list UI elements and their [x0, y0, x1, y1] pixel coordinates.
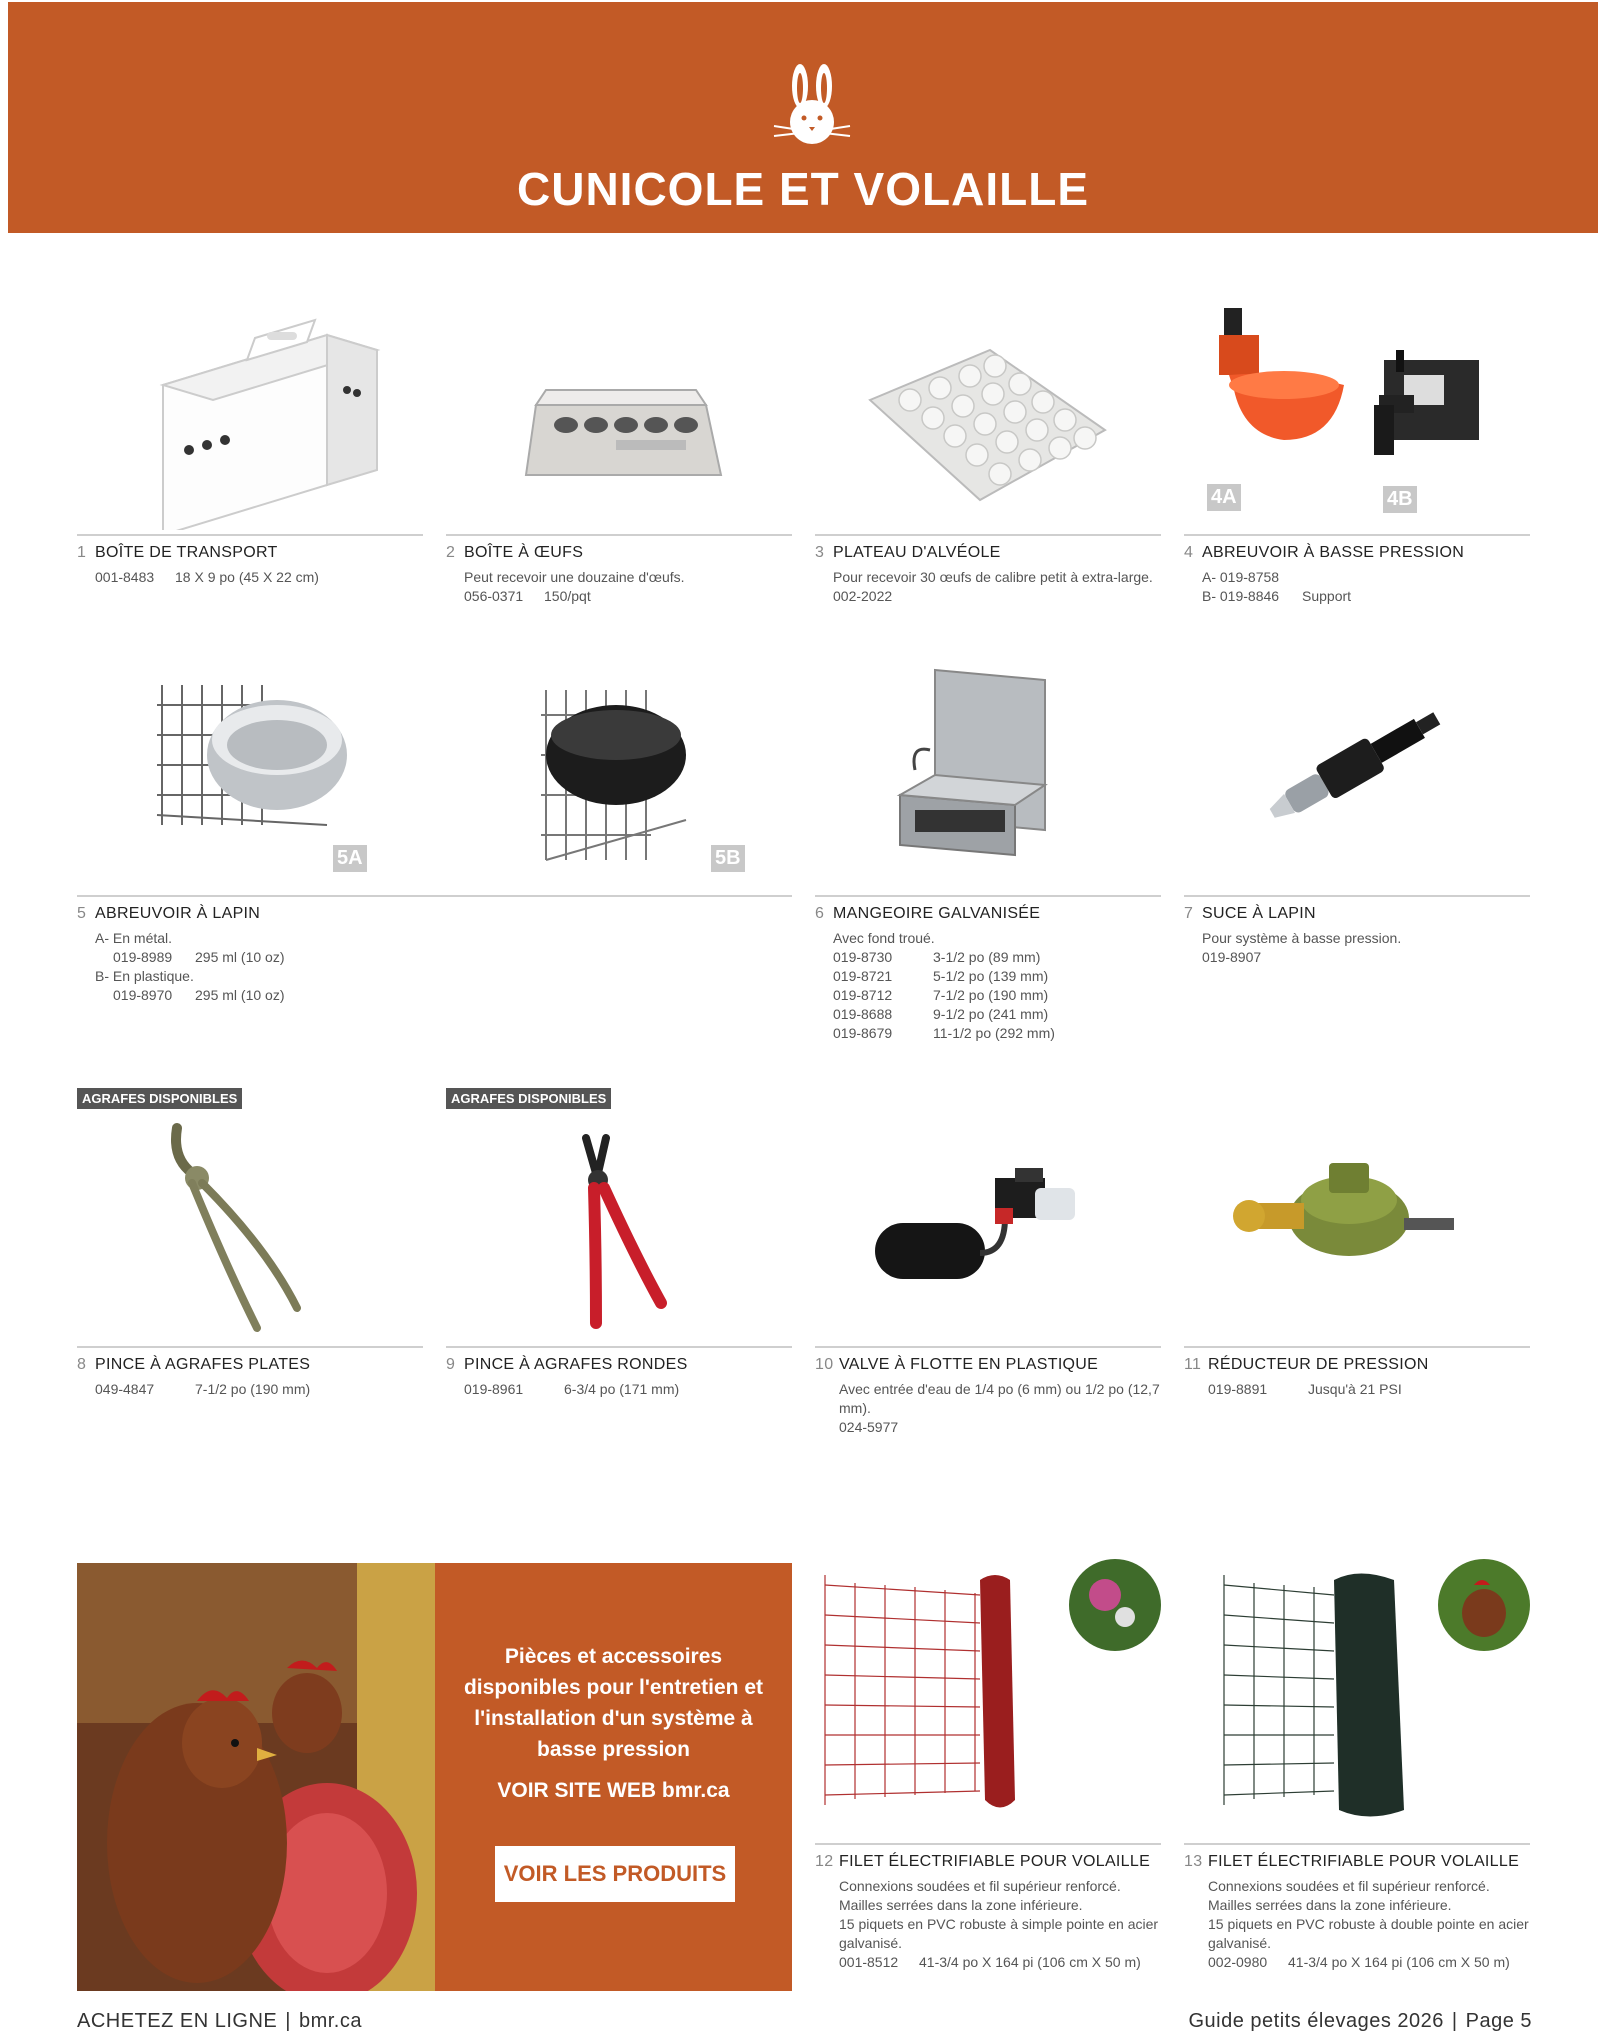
product-poultry-net-red: 12 FILET ÉLECTRIFIABLE POUR VOLAILLE Connexions soudées et fil supérieur renforcé. Mailles serrées dans la zone inférieure. 15 piquets en PVC robuste à simple pointe en acier galvanisé. 001-8512 41-3/4 po X 164 pi (106 cm X 50 m)	[815, 1555, 1161, 1995]
egg-box-image	[446, 290, 792, 530]
badge-5a: 5A	[333, 845, 367, 872]
product-title: PINCE À AGRAFES RONDES	[464, 1356, 688, 1373]
page-number: Page 5	[1465, 2010, 1532, 2032]
page-title: CUNICOLE ET VOLAILLE	[517, 163, 1089, 215]
transport-box-image	[77, 290, 423, 530]
product-title: VALVE À FLOTTE EN PLASTIQUE	[839, 1356, 1099, 1373]
product-low-pressure-drinker: 4A 4B 4 ABREUVOIR À BASSE PRESSION A- 019-8758 B- 019-8846 Support	[1184, 290, 1530, 630]
clips-available-tag: AGRAFES DISPONIBLES	[446, 1088, 611, 1109]
product-title: RÉDUCTEUR DE PRESSION	[1208, 1356, 1429, 1373]
product-title: MANGEOIRE GALVANISÉE	[833, 905, 1041, 922]
promo-banner	[77, 1563, 792, 1991]
website-link[interactable]: bmr.ca	[298, 2010, 362, 2032]
product-title: PINCE À AGRAFES PLATES	[95, 1356, 311, 1373]
flat-clip-pliers-image	[77, 1118, 423, 1338]
product-flat-clip-pliers: AGRAFES DISPONIBLES 8 PINCE À AGRAFES PLATES 049-4847 7-1/2 po (190 mm)	[77, 1088, 423, 1448]
product-transport-box: 1 BOÎTE DE TRANSPORT 001-8483 18 X 9 po (45 X 22 cm)	[77, 290, 423, 630]
promo-message: Pièces et accessoires disponibles pour l'entretien et l'installation d'un système à basse pression	[463, 1645, 764, 1761]
clips-available-tag: AGRAFES DISPONIBLES	[77, 1088, 242, 1109]
footer-right: Guide petits élevages 2026 | Page 5	[1188, 2010, 1532, 2032]
product-pressure-reducer: 11 RÉDUCTEUR DE PRESSION 019-8891 Jusqu'à 21 PSI	[1184, 1088, 1530, 1448]
product-round-clip-pliers: AGRAFES DISPONIBLES 9 PINCE À AGRAFES RONDES 019-8961 6-3/4 po (171 mm)	[446, 1088, 792, 1448]
product-title: ABREUVOIR À BASSE PRESSION	[1202, 544, 1465, 561]
poultry-net-red-image	[815, 1555, 1161, 1835]
rabbit-drinker-metal-image	[77, 655, 423, 875]
rabbit-nipple-image	[1184, 655, 1530, 875]
product-title: BOÎTE DE TRANSPORT	[95, 544, 278, 561]
product-title: SUCE À LAPIN	[1202, 905, 1316, 922]
buy-online-label: ACHETEZ EN LIGNE	[77, 2010, 278, 2032]
product-title: PLATEAU D'ALVÉOLE	[833, 544, 1001, 561]
product-rabbit-drinker: 5A 5B 5 ABREUVOIR À LAPIN A- En métal. 019-8989 295 ml (10 oz) B- En plastique. 019-8970 295 ml (10 oz)	[77, 655, 792, 1055]
float-valve-image	[815, 1118, 1161, 1338]
product-rabbit-nipple: 7 SUCE À LAPIN Pour système à basse pression. 019-8907	[1184, 655, 1530, 1055]
rabbit-drinker-plastic-image	[446, 655, 792, 875]
galvanized-feeder-image	[815, 655, 1161, 875]
product-title: FILET ÉLECTRIFIABLE POUR VOLAILLE	[1208, 1853, 1520, 1870]
product-title: ABREUVOIR À LAPIN	[95, 905, 261, 922]
egg-tray-image	[815, 290, 1161, 530]
product-title: BOÎTE À ŒUFS	[464, 544, 584, 561]
product-title: FILET ÉLECTRIFIABLE POUR VOLAILLE	[839, 1853, 1151, 1870]
view-products-button[interactable]: VOIR LES PRODUITS	[495, 1846, 735, 1902]
chickens-photo	[77, 1563, 435, 1991]
low-pressure-drinker-image	[1184, 290, 1530, 530]
promo-panel	[435, 1563, 792, 1991]
footer-left: ACHETEZ EN LIGNE | bmr.ca	[77, 2010, 362, 2032]
poultry-net-green-image	[1184, 1555, 1530, 1835]
badge-4b: 4B	[1383, 486, 1417, 513]
rabbit-icon	[772, 64, 852, 150]
round-clip-pliers-image	[446, 1118, 792, 1338]
promo-site-link[interactable]: VOIR SITE WEB bmr.ca	[497, 1779, 730, 1802]
product-egg-box: 2 BOÎTE À ŒUFS Peut recevoir une douzaine d'œufs. 056-0371 150/pqt	[446, 290, 792, 630]
product-poultry-net-green: 13 FILET ÉLECTRIFIABLE POUR VOLAILLE Connexions soudées et fil supérieur renforcé. Mailles serrées dans la zone inférieure. 15 piquets en PVC robuste à double pointe en acier galvanisé. 002-0980 41-3/4 po X 164 pi (106 cm X 50 m)	[1184, 1555, 1530, 1995]
badge-5b: 5B	[711, 845, 745, 872]
badge-4a: 4A	[1207, 484, 1241, 511]
pressure-reducer-image	[1184, 1118, 1530, 1338]
product-float-valve: 10 VALVE À FLOTTE EN PLASTIQUE Avec entrée d'eau de 1/4 po (6 mm) ou 1/2 po (12,7 mm). 024-5977	[815, 1088, 1161, 1448]
page-header	[8, 2, 1598, 233]
product-egg-tray: 3 PLATEAU D'ALVÉOLE Pour recevoir 30 œufs de calibre petit à extra-large. 002-2022	[815, 290, 1161, 630]
guide-title: Guide petits élevages 2026	[1188, 2010, 1444, 2032]
product-galvanized-feeder: 6 MANGEOIRE GALVANISÉE Avec fond troué. 019-8730 3-1/2 po (89 mm) 019-8721 5-1/2 po (139 mm) 019-8712 7-1/2 po (190 mm) 019-8688 9-1/2 po (241 mm) 019-8679 11-1/2 po (292 mm)	[815, 655, 1161, 1055]
